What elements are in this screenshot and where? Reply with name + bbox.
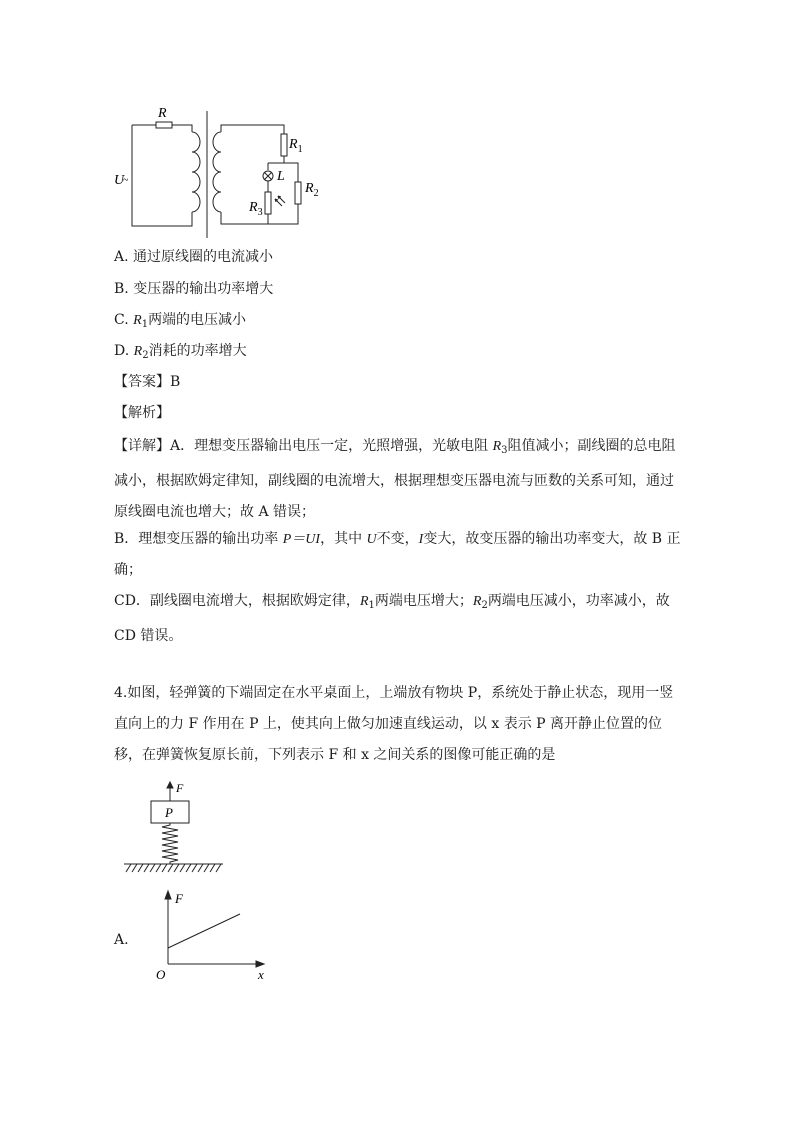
answer-line <box>114 372 180 392</box>
option-d-text: 消耗的功率增大 <box>148 343 247 359</box>
detail-b-formula: P＝UI <box>282 532 321 547</box>
voltage-u-label: U <box>114 173 125 188</box>
option-a-prefix: A. <box>114 249 129 265</box>
option-a-graph-prefix: A. <box>114 932 129 948</box>
detail-a-var: R <box>492 439 502 454</box>
graph-y-label: F <box>175 891 183 906</box>
transformer-circuit-diagram <box>108 96 348 242</box>
detail-part-b <box>114 524 684 586</box>
detail-a-text1: 【详解】A．理想变压器输出电压一定，光照增强，光敏电阻 <box>114 438 493 454</box>
option-a <box>114 247 273 267</box>
detail-b-var-u: U <box>366 532 377 547</box>
option-c-sub: 1 <box>141 319 149 330</box>
r2-subscript: 2 <box>313 188 319 199</box>
r2-label: R <box>305 181 314 196</box>
detail-cd-text1: CD．副线圈电流增大，根据欧姆定律， <box>114 593 360 609</box>
detail-cd-sub2: 2 <box>481 600 488 611</box>
lamp-l-label: L <box>277 169 285 184</box>
force-f-label: F <box>176 781 184 795</box>
detail-b-text2: ，其中 <box>320 531 367 547</box>
option-b-prefix: B. <box>114 281 129 297</box>
graph-x-label: x <box>258 967 264 982</box>
graph-origin-label: O <box>156 967 166 982</box>
detail-part-a <box>114 431 684 528</box>
r1-subscript: 1 <box>297 144 303 155</box>
detail-cd-var1: R <box>359 594 369 609</box>
option-d <box>114 341 247 366</box>
spring-block-figure <box>118 780 228 876</box>
option-c-var: R <box>133 313 142 328</box>
answer-value: B <box>170 374 181 390</box>
svg-text:R2 <box>304 181 319 199</box>
ac-symbol: ~ <box>123 175 129 186</box>
r1-label: R <box>289 137 298 152</box>
detail-a-text2: 阻值减小；副线圈的总电阻减小，根据欧姆定律知，副线圈的电流增大，根据理想变压器电流与匝数的关系可知，通过原线圈电流也增大；故 A 错误； <box>114 438 676 520</box>
detail-a-sub: 3 <box>501 445 508 456</box>
block-p-label: P <box>165 805 173 820</box>
detail-cd-text2: 两端电压增大； <box>374 593 473 609</box>
option-c-prefix: C. <box>114 312 129 328</box>
answer-label: 【答案】 <box>114 374 170 390</box>
svg-text:R1 <box>288 137 303 155</box>
option-d-var: R <box>133 344 143 359</box>
svg-text:R3 <box>248 200 263 218</box>
option-b <box>114 279 273 299</box>
detail-cd-var2: R <box>472 594 482 609</box>
option-d-sub: 2 <box>142 350 149 361</box>
resistor-r-label: R <box>158 106 167 121</box>
detail-part-cd <box>114 586 684 652</box>
option-c-text: 两端的电压减小 <box>148 312 247 328</box>
option-c <box>114 310 246 335</box>
detail-cd-text3: 两端电压减小，功率减小，故 CD 错误。 <box>114 593 670 644</box>
detail-b-var-i: I <box>418 532 424 547</box>
option-b-text: 变压器的输出功率增大 <box>133 281 274 297</box>
r3-subscript: 3 <box>257 207 263 218</box>
option-d-prefix: D. <box>114 343 130 359</box>
detail-cd-sub1: 1 <box>368 600 375 611</box>
detail-b-text4: 变大，故变压器的输出功率变大，故 B 正确； <box>114 531 681 578</box>
r3-label: R <box>249 200 258 215</box>
option-a-text: 通过原线圈的电流减小 <box>133 249 274 265</box>
question-4-text: 4.如图，轻弹簧的下端固定在水平桌面上，上端放有物块 P，系统处于静止状态，现用一竖直向上的力 F 作用在 P 上，使其向上做匀加速直线运动，以 x 表示 P 离开静止位置的位移，在弹簧恢复原长前，下列表示 F 和 x 之间关系的图像可能正确的是 <box>114 685 674 763</box>
detail-b-text1: B．理想变压器的输出功率 <box>114 531 283 547</box>
option-a-f-x-graph <box>150 888 275 984</box>
detail-b-text3: 不变， <box>376 531 419 547</box>
analysis-label: 【解析】 <box>114 405 170 421</box>
